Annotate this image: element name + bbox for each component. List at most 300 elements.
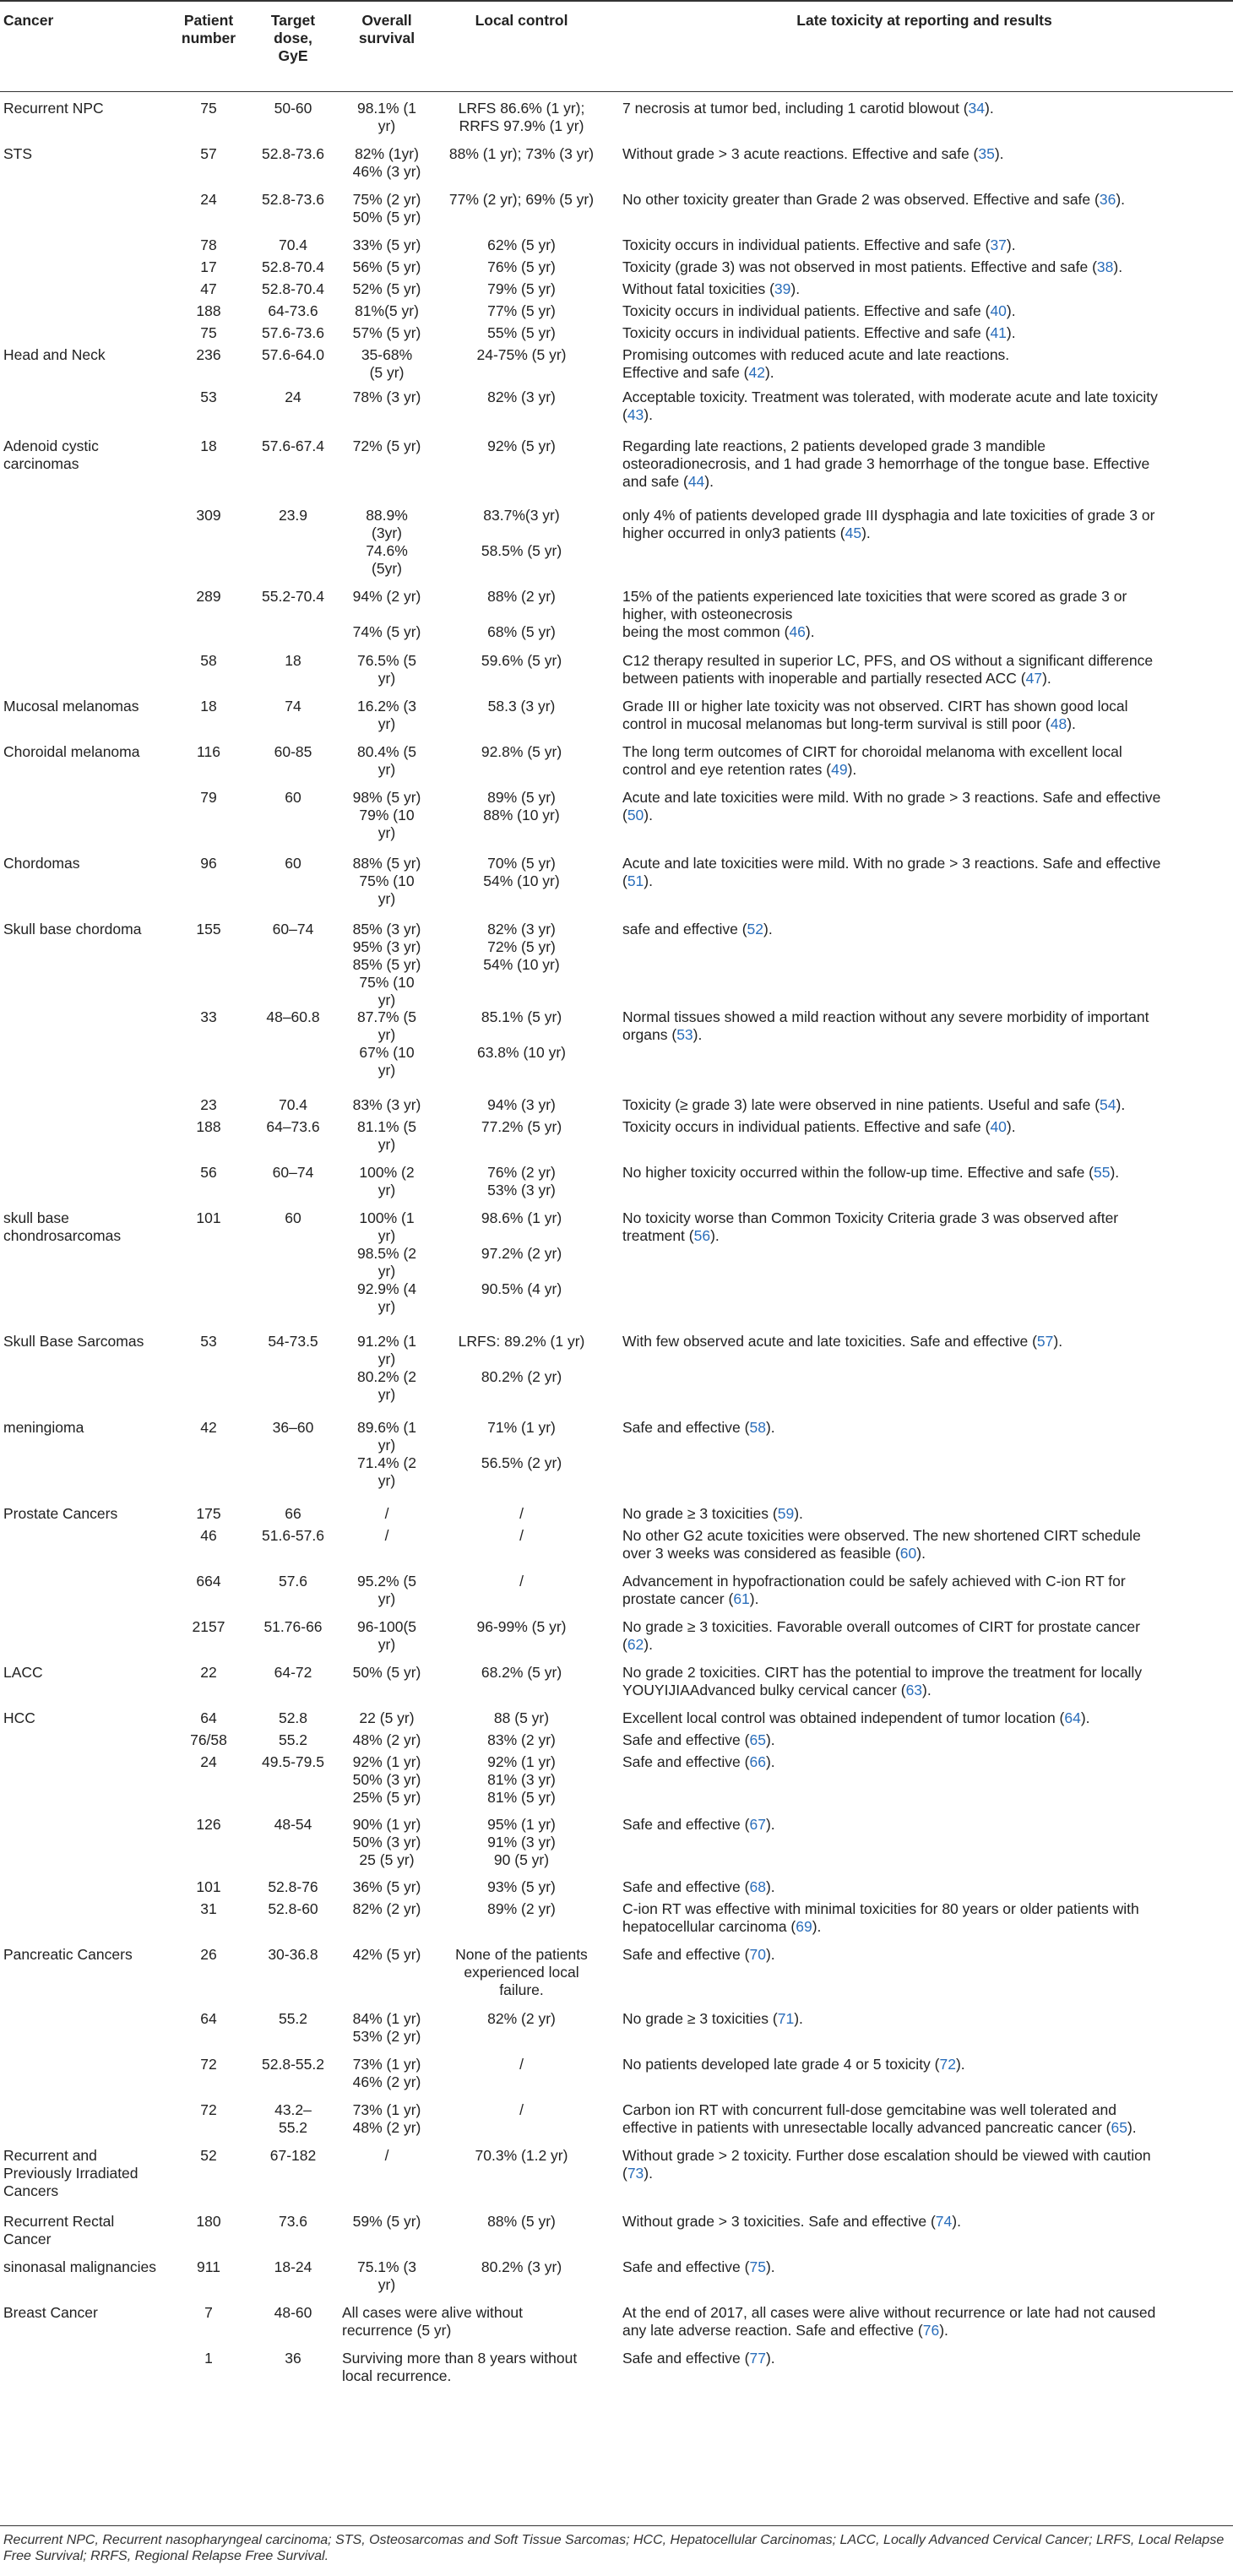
local-control-cell: / [519,1573,524,1590]
toxicity-text: With few observed acute and late toxicities. Safe and effective ( [622,1333,1037,1350]
overall-survival-cell: 80.4% (5 yr) [356,743,417,778]
toxicity-text: No other toxicity greater than Grade 2 was observed. Effective and safe ( [622,191,1100,208]
patient-number-cell: 180 [196,2213,221,2230]
local-control-cell: 70% (5 yr) 54% (10 yr) [483,855,560,889]
local-control-cell: 82% (3 yr) [487,389,556,405]
overall-survival-cell: 75% (2 yr) 50% (5 yr) [352,191,421,226]
target-dose-cell: 57.6-64.0 [262,346,324,363]
toxicity-text-end: ). [805,623,815,640]
reference-link[interactable]: 64 [1064,1709,1081,1726]
reference-link[interactable]: 50 [627,807,644,823]
patient-number-cell: 75 [200,324,217,341]
cancer-cell: HCC [3,1709,35,1726]
late-toxicity-cell [622,1527,1226,1562]
local-control-cell: LRFS: 89.2% (1 yr) 80.2% (2 yr) [458,1333,585,1385]
patient-number-cell: 57 [200,145,217,162]
reference-link[interactable]: 55 [1094,1164,1111,1181]
cancer-cell: LACC [3,1664,43,1681]
toxicity-text-end: ). [916,1545,926,1562]
patient-number-cell: 56 [200,1164,217,1181]
table-bottom-rule [0,2525,1233,2526]
toxicity-text: Safe and effective ( [622,2350,750,2367]
overall-survival-cell: 16.2% (3 yr) [356,698,417,732]
patient-number-cell: 72 [200,2101,217,2118]
overall-survival-cell: 90% (1 yr) 50% (3 yr) 25 (5 yr) [352,1816,421,1868]
reference-link[interactable]: 45 [845,524,862,541]
reference-link[interactable]: 60 [899,1545,917,1562]
late-toxicity-cell [622,698,1226,733]
reference-link[interactable]: 37 [990,236,1007,253]
header-dose: Target dose, GyE [270,12,316,64]
late-toxicity-cell [622,1573,1226,1608]
toxicity-text-end: ). [644,1636,653,1653]
patient-number-cell: 664 [196,1573,221,1590]
reference-link[interactable]: 36 [1099,191,1116,208]
toxicity-text: Without grade > 3 acute reactions. Effective and safe ( [622,145,979,162]
reference-link[interactable]: 65 [749,1731,766,1748]
late-toxicity-cell [622,1664,1226,1699]
local-control-cell: 96-99% (5 yr) [476,1618,567,1635]
local-control-cell: / [519,1505,524,1522]
cancer-cell: STS [3,145,33,162]
late-toxicity-cell [622,1008,1226,1044]
cancer-cell: Breast Cancer [3,2304,98,2321]
toxicity-text: Safe and effective ( [622,2258,750,2275]
patient-number-cell: 188 [196,302,221,319]
header-local-control: Local control [475,12,568,29]
toxicity-text-end: ). [1006,324,1016,341]
toxicity-text-end: ). [710,1227,720,1244]
overall-survival-cell: All cases were alive without recurrence (5 yr) [342,2304,523,2339]
target-dose-cell: 57.6 [278,1573,308,1590]
late-toxicity-cell [622,855,1226,890]
toxicity-text: Safe and effective ( [622,1878,750,1895]
patient-number-cell: 188 [196,1118,221,1135]
local-control-cell: LRFS 86.6% (1 yr); RRFS 97.9% (1 yr) [458,100,585,134]
toxicity-text: Acceptable toxicity. Treatment was tolerated, with moderate acute and late toxicity ( [622,389,1158,423]
toxicity-text-end: ). [985,100,994,117]
reference-link[interactable]: 56 [693,1227,711,1244]
late-toxicity-cell [622,236,1226,254]
overall-survival-cell: 72% (5 yr) [352,437,421,454]
patient-number-cell: 175 [196,1505,221,1522]
toxicity-text-end: ). [1006,236,1016,253]
overall-survival-cell: 100% (2 yr) [359,1164,415,1198]
toxicity-text: Without grade > 3 toxicities. Safe and effective ( [622,2213,936,2230]
overall-survival-cell: 87.7% (5 yr) 67% (10 yr) [356,1008,417,1079]
late-toxicity-cell [622,389,1226,424]
overall-survival-cell: 50% (5 yr) [352,1664,421,1681]
reference-link[interactable]: 47 [1025,670,1043,687]
toxicity-text-end: ). [847,761,857,778]
patient-number-cell: 53 [200,1333,217,1350]
toxicity-text: No higher toxicity occurred within the follow-up time. Effective and safe ( [622,1164,1094,1181]
patient-number-cell: 23 [200,1096,217,1113]
patient-number-cell: 116 [197,743,220,760]
local-control-cell: 89% (2 yr) [487,1900,556,1917]
cancer-cell: Recurrent Rectal Cancer [3,2213,115,2247]
patient-number-cell: 96 [200,855,217,872]
toxicity-text: Acute and late toxicities were mild. With no grade > 3 reactions. Safe and effective ( [622,855,1161,889]
reference-link[interactable]: 72 [939,2056,956,2073]
reference-link[interactable]: 39 [774,280,791,297]
late-toxicity-cell [622,2101,1226,2137]
target-dose-cell: 66 [285,1505,301,1522]
late-toxicity-cell [622,1505,1226,1523]
target-dose-cell: 36–60 [272,1419,314,1436]
target-dose-cell: 64-72 [274,1664,312,1681]
overall-survival-cell: 22 (5 yr) [359,1709,415,1726]
overall-survival-cell: 81.1% (5 yr) [356,1118,417,1153]
reference-link[interactable]: 65 [1111,2119,1127,2136]
late-toxicity-cell [622,588,1226,641]
late-toxicity-cell [622,1878,1226,1896]
toxicity-text: only 4% of patients developed grade III dysphagia and late toxicities of grade 3 or higher occurred in only3 patients ( [622,507,1155,541]
overall-survival-cell: 75.1% (3 yr) [356,2258,417,2293]
toxicity-text-end: ). [765,1816,775,1833]
header-patients: Patient number [181,12,236,46]
patient-number-cell: 24 [200,191,217,208]
patient-number-cell: 58 [200,652,217,669]
toxicity-text-end: ). [644,2165,653,2182]
target-dose-cell: 64–73.6 [266,1118,320,1135]
reference-link[interactable]: 76 [922,2322,940,2339]
local-control-cell: 88% (2 yr) 68% (5 yr) [487,588,556,640]
cancer-cell: Head and Neck [3,346,106,363]
late-toxicity-cell [622,2350,1226,2367]
reference-link[interactable]: 43 [627,406,644,423]
local-control-cell: 92% (5 yr) [487,437,556,454]
late-toxicity-cell [622,789,1226,824]
overall-survival-cell: 89.6% (1 yr) 71.4% (2 yr) [356,1419,417,1489]
target-dose-cell: 50-60 [274,100,312,117]
late-toxicity-cell [622,1209,1226,1245]
reference-link[interactable]: 44 [687,473,705,490]
patient-number-cell: 236 [196,346,221,363]
toxicity-text: At the end of 2017, all cases were alive without recurrence or late had not caused any late adverse reaction. Safe and effective ( [622,2304,1156,2339]
reference-link[interactable]: 61 [733,1590,750,1607]
local-control-cell: / [519,1527,524,1544]
reference-link[interactable]: 58 [749,1419,766,1436]
patient-number-cell: 18 [200,437,217,454]
target-dose-cell: 48-60 [274,2304,312,2321]
toxicity-text: No patients developed late grade 4 or 5 toxicity ( [622,2056,940,2073]
patient-number-cell: 2157 [192,1618,225,1635]
target-dose-cell: 52.8 [278,1709,308,1726]
overall-survival-cell: 92% (1 yr) 50% (3 yr) 25% (5 yr) [352,1753,421,1806]
cancer-cell: skull base chondrosarcomas [3,1209,122,1244]
late-toxicity-cell [622,2147,1226,2182]
local-control-cell: 92.8% (5 yr) [481,743,562,760]
patient-number-cell: 101 [196,1209,221,1226]
late-toxicity-cell [622,1731,1226,1749]
target-dose-cell: 60–74 [272,1164,314,1181]
late-toxicity-cell [622,507,1226,542]
cancer-cell: Recurrent and Previously Irradiated Cancers [3,2147,139,2199]
cancer-cell: Prostate Cancers [3,1505,118,1522]
patient-number-cell: 52 [200,2147,217,2164]
toxicity-text: Promising outcomes with reduced acute and late reactions. Effective and safe ( [622,346,1010,381]
target-dose-cell: 70.4 [278,1096,308,1113]
local-control-cell: 94% (3 yr) [487,1096,556,1113]
reference-link[interactable]: 69 [796,1918,812,1935]
target-dose-cell: 23.9 [278,507,308,524]
patient-number-cell: 64 [200,1709,217,1726]
target-dose-cell: 36 [285,2350,301,2367]
toxicity-text-end: ). [812,1918,822,1935]
toxicity-text: Safe and effective ( [622,1753,750,1770]
toxicity-text: Regarding late reactions, 2 patients developed grade 3 mandible osteoradionecrosis, and 1 had grade 3 hemorrhage of the tongue base. Effective and safe ( [622,437,1150,490]
reference-link[interactable]: 71 [777,2010,795,2027]
target-dose-cell: 18 [285,652,301,669]
patient-number-cell: 26 [200,1946,217,1963]
patient-number-cell: 1 [204,2350,213,2367]
toxicity-text: Safe and effective ( [622,1816,750,1833]
local-control-cell: 88 (5 yr) [493,1709,550,1726]
overall-survival-cell: 78% (3 yr) [352,389,421,405]
late-toxicity-cell [622,652,1226,687]
overall-survival-cell: 76.5% (5 yr) [356,652,417,687]
target-dose-cell: 51.6-57.6 [262,1527,324,1544]
patient-number-cell: 17 [200,258,217,275]
target-dose-cell: 52.8-76 [268,1878,318,1895]
toxicity-text-end: ). [1067,715,1076,732]
cancer-cell: meningioma [3,1419,84,1436]
reference-link[interactable]: 40 [990,302,1007,319]
target-dose-cell: 52.8-70.4 [262,258,324,275]
toxicity-text-end: ). [794,2010,803,2027]
patient-number-cell: 7 [204,2304,213,2321]
toxicity-text-end: ). [764,364,774,381]
late-toxicity-cell [622,921,1226,938]
overall-survival-cell: / [384,1505,389,1522]
reference-link[interactable]: 62 [627,1636,644,1653]
patient-number-cell: 72 [200,2056,217,2073]
patient-number-cell: 31 [200,1900,217,1917]
local-control-cell: 68.2% (5 yr) [481,1664,562,1681]
reference-link[interactable]: 40 [990,1118,1007,1135]
overall-survival-cell: 81%(5 yr) [355,302,419,319]
reference-link[interactable]: 67 [749,1816,766,1833]
toxicity-text-end: ). [922,1682,932,1698]
toxicity-text: Advancement in hypofractionation could be safely achieved with C-ion RT for prostate cancer ( [622,1573,1126,1607]
toxicity-text-end: ). [704,473,714,490]
overall-survival-cell: 52% (5 yr) [352,280,421,297]
toxicity-text: Normal tissues showed a mild reaction without any severe morbidity of important organs ( [622,1008,1149,1043]
target-dose-cell: 52.8-55.2 [262,2056,324,2073]
patient-number-cell: 24 [200,1753,217,1770]
target-dose-cell: 18-24 [274,2258,312,2275]
cancer-cell: Adenoid cystic carcinomas [3,437,99,472]
reference-link[interactable]: 41 [990,324,1007,341]
target-dose-cell: 73.6 [278,2213,308,2230]
local-control-cell: 98.6% (1 yr) 97.2% (2 yr) 90.5% (4 yr) [481,1209,562,1297]
toxicity-text-end: ). [1042,670,1051,687]
toxicity-text: 7 necrosis at tumor bed, including 1 carotid blowout ( [622,100,969,117]
toxicity-text: C-ion RT was effective with minimal toxicities for 80 years or older patients with hepatocellular carcinoma ( [622,1900,1139,1935]
local-control-cell: None of the patients experienced local failure. [455,1946,588,1998]
toxicity-text-end: ). [994,145,1004,162]
patient-number-cell: 101 [196,1878,221,1895]
toxicity-text: Toxicity (≥ grade 3) late were observed in nine patients. Useful and safe ( [622,1096,1100,1113]
patient-number-cell: 76/58 [190,1731,227,1748]
target-dose-cell: 67-182 [269,2147,317,2164]
toxicity-text-end: ). [1113,258,1123,275]
late-toxicity-cell [622,2010,1226,2028]
toxicity-text-end: ). [763,921,773,937]
overall-survival-cell: 88.9% (3yr) 74.6% (5yr) [366,507,408,577]
toxicity-text: Without grade > 2 toxicity. Further dose escalation should be viewed with caution ( [622,2147,1151,2182]
cancer-cell: Choroidal melanoma [3,743,140,760]
toxicity-text-end: ). [1116,191,1126,208]
patient-number-cell: 22 [200,1664,217,1681]
reference-link[interactable]: 54 [1100,1096,1116,1113]
local-control-cell: 83.7%(3 yr) 58.5% (5 yr) [481,507,562,559]
toxicity-text: Without fatal toxicities ( [622,280,774,297]
target-dose-cell: 60–74 [272,921,314,937]
reference-link[interactable]: 48 [1050,715,1067,732]
table-top-rule [0,0,1233,2]
late-toxicity-cell [622,1946,1226,1964]
toxicity-text-end: ). [765,1419,775,1436]
late-toxicity-cell [622,1753,1226,1771]
reference-link[interactable]: 35 [978,145,995,162]
toxicity-text: Safe and effective ( [622,1419,750,1436]
late-toxicity-cell [622,1164,1226,1182]
late-toxicity-cell [622,302,1226,320]
local-control-cell: 83% (2 yr) [487,1731,556,1748]
toxicity-text: Toxicity occurs in individual patients. Effective and safe ( [622,236,991,253]
late-toxicity-cell [622,437,1226,491]
late-toxicity-cell [622,280,1226,298]
target-dose-cell: 52.8-70.4 [262,280,324,297]
local-control-cell: 77.2% (5 yr) [481,1118,562,1135]
toxicity-text-end: ). [1006,1118,1016,1135]
target-dose-cell: 52.8-60 [268,1900,318,1917]
late-toxicity-cell [622,145,1226,163]
cancer-cell: Pancreatic Cancers [3,1946,133,1963]
toxicity-text: No other G2 acute toxicities were observed. The new shortened CIRT schedule over 3 weeks was considered as feasible ( [622,1527,1141,1562]
toxicity-text-end: ). [952,2213,961,2230]
late-toxicity-cell [622,2304,1226,2340]
reference-link[interactable]: 66 [749,1753,766,1770]
overall-survival-cell: 100% (1 yr) 98.5% (2 yr) 92.9% (4 yr) [356,1209,417,1315]
toxicity-text: Toxicity (grade 3) was not observed in most patients. Effective and safe ( [622,258,1097,275]
reference-link[interactable]: 51 [627,872,644,889]
overall-survival-cell: 85% (3 yr) 95% (3 yr) 85% (5 yr) 75% (10 yr) [352,921,421,1008]
patient-number-cell: 18 [200,698,217,715]
late-toxicity-cell [622,100,1226,117]
local-control-cell: 71% (1 yr) 56.5% (2 yr) [481,1419,562,1471]
reference-link[interactable]: 34 [968,100,985,117]
target-dose-cell: 74 [285,698,301,715]
toxicity-text: safe and effective ( [622,921,747,937]
local-control-cell: 82% (3 yr) 72% (5 yr) 54% (10 yr) [483,921,560,973]
late-toxicity-cell [622,191,1226,209]
target-dose-cell: 43.2– 55.2 [274,2101,312,2136]
toxicity-text-end: ). [790,280,801,297]
reference-link[interactable]: 46 [789,623,806,640]
reference-link[interactable]: 68 [749,1878,766,1895]
local-control-cell: 55% (5 yr) [487,324,556,341]
target-dose-cell: 64-73.6 [268,302,318,319]
local-control-cell: 80.2% (3 yr) [481,2258,562,2275]
local-control-cell: 85.1% (5 yr) 63.8% (10 yr) [476,1008,567,1061]
target-dose-cell: 52.8-73.6 [262,145,324,162]
reference-link[interactable]: 73 [627,2165,644,2182]
overall-survival-cell: 83% (3 yr) [352,1096,421,1113]
target-dose-cell: 30-36.8 [268,1946,318,1963]
overall-survival-cell: 84% (1 yr) 53% (2 yr) [352,2010,421,2045]
toxicity-text-end: ). [1006,302,1016,319]
toxicity-text: 15% of the patients experienced late toxicities that were scored as grade 3 or higher, with osteonecrosis being the most common ( [622,588,1127,640]
reference-link[interactable]: 70 [749,1946,766,1963]
local-control-cell: 70.3% (1.2 yr) [475,2147,568,2164]
overall-survival-cell: 88% (5 yr) 75% (10 yr) [352,855,421,907]
header-cancer: Cancer [3,12,54,29]
toxicity-text-end: ). [765,1753,775,1770]
target-dose-cell: 57.6-73.6 [262,324,324,341]
local-control-cell: 93% (5 yr) [487,1878,556,1895]
late-toxicity-cell [622,324,1226,342]
reference-link[interactable]: 75 [749,2258,766,2275]
toxicity-text-end: ). [765,1731,775,1748]
reference-link[interactable]: 38 [1096,258,1114,275]
reference-link[interactable]: 74 [935,2213,953,2230]
toxicity-text: Toxicity occurs in individual patients. Effective and safe ( [622,1118,991,1135]
overall-survival-cell: 91.2% (1 yr) 80.2% (2 yr) [356,1333,417,1403]
reference-link[interactable]: 77 [749,2350,766,2367]
reference-link[interactable]: 59 [777,1505,795,1522]
target-dose-cell: 60 [285,1209,301,1226]
toxicity-text-end: ). [861,524,871,541]
target-dose-cell: 48-54 [274,1816,312,1833]
local-control-cell: 88% (1 yr); 73% (3 yr) [448,145,595,162]
overall-survival-cell: Surviving more than 8 years without local recurrence. [342,2350,578,2384]
late-toxicity-cell [622,1333,1226,1350]
toxicity-text-end: ). [644,872,653,889]
target-dose-cell: 60-85 [274,743,312,760]
late-toxicity-cell [622,1419,1226,1437]
overall-survival-cell: 57% (5 yr) [352,324,421,341]
toxicity-text: Excellent local control was obtained independent of tumor location ( [622,1709,1065,1726]
toxicity-text: The long term outcomes of CIRT for choroidal melanoma with excellent local control and eye retention rates ( [622,743,1122,778]
reference-link[interactable]: 49 [831,761,848,778]
target-dose-cell: 55.2 [278,2010,308,2027]
overall-survival-cell: 42% (5 yr) [352,1946,421,1963]
late-toxicity-cell [622,1618,1226,1654]
toxicity-text-end: ). [1080,1709,1090,1726]
late-toxicity-cell [622,2258,1226,2276]
toxicity-text-end: ). [644,807,653,823]
reference-link[interactable]: 57 [1036,1333,1054,1350]
late-toxicity-cell [622,2056,1226,2073]
reference-link[interactable]: 52 [747,921,764,937]
patient-number-cell: 46 [200,1527,217,1544]
overall-survival-cell: 95.2% (5 yr) [356,1573,417,1607]
target-dose-cell: 55.2 [278,1731,308,1748]
local-control-cell: 92% (1 yr) 81% (3 yr) 81% (5 yr) [487,1753,556,1806]
reference-link[interactable]: 42 [748,364,765,381]
late-toxicity-cell [622,1096,1226,1114]
toxicity-text-end: ). [1116,1096,1126,1113]
reference-link[interactable]: 53 [676,1026,693,1043]
target-dose-cell: 49.5-79.5 [262,1753,324,1770]
overall-survival-cell: 35-68% (5 yr) [361,346,413,381]
patient-number-cell: 42 [200,1419,217,1436]
reference-link[interactable]: 63 [905,1682,923,1698]
overall-survival-cell: 94% (2 yr) 74% (5 yr) [352,588,421,640]
